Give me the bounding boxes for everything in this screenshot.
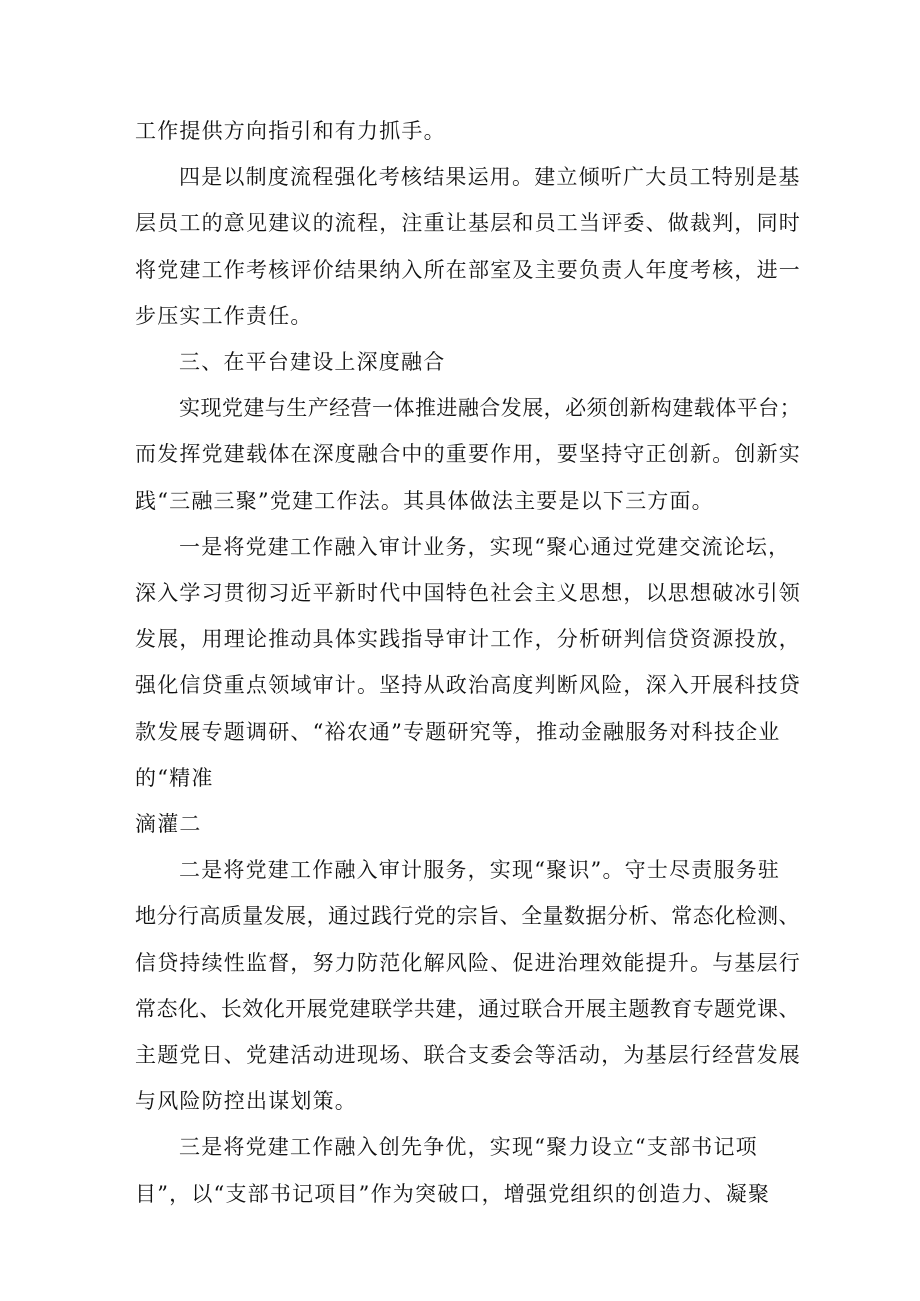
text-line: 目”，以“支部书记项目”作为突破口，增强党组织的创造力、凝聚 <box>135 1181 771 1206</box>
section-heading <box>135 339 805 385</box>
text-line: 滴灌二 <box>135 812 202 837</box>
paragraph-4 <box>135 524 805 801</box>
text-line: 实现党建与生产经营一体推进融合发展，必须创新构建载体平台； <box>179 396 802 421</box>
text-line: 主题党日、党建活动进现场、联合支委会等活动，为基层行经营发展 <box>135 1043 801 1068</box>
text-line: 四是以制度流程强化考核结果运用。建立倾听广大员工特别是基 <box>179 165 801 190</box>
text-line: 三、在平台建设上深度融合 <box>179 350 446 375</box>
text-line: 发展，用理论推动具体实践指导审计工作，分析研判信贷资源投放， <box>135 627 801 652</box>
text-line: 践“三融三聚”党建工作法。其具体做法主要是以下三方面。 <box>135 488 714 513</box>
text-line: 步压实工作责任。 <box>135 303 313 328</box>
paragraph-5 <box>135 801 805 847</box>
paragraph-3 <box>135 385 805 524</box>
text-line: 层员工的意见建议的流程，注重让基层和员工当评委、做裁判，同时 <box>135 211 801 236</box>
text-line: 强化信贷重点领域审计。坚持从政治高度判断风险，深入开展科技贷 <box>135 673 801 698</box>
text-line: 信贷持续性监督，努力防范化解风险、促进治理效能提升。与基层行 <box>135 950 801 975</box>
paragraph-0 <box>135 108 805 154</box>
text-line: 的“精准 <box>135 765 214 790</box>
document-body <box>135 108 805 1217</box>
text-line: 三是将党建工作融入创先争优，实现“聚力设立“支部书记项 <box>179 1135 758 1160</box>
paragraph-1 <box>135 154 805 339</box>
text-line: 款发展专题调研、“裕农通”专题研究等，推动金融服务对科技企业 <box>135 719 781 744</box>
text-line: 常态化、长效化开展党建联学共建，通过联合开展主题教育专题党课、 <box>135 996 800 1021</box>
text-line: 地分行高质量发展，通过践行党的宗旨、全量数据分析、常态化检测、 <box>135 904 800 929</box>
paragraph-6 <box>135 847 805 1124</box>
text-line: 工作提供方向指引和有力抓手。 <box>135 119 446 143</box>
text-line: 深入学习贯彻习近平新时代中国特色社会主义思想，以思想破冰引领 <box>135 581 801 606</box>
text-line: 与风险防控出谋划策。 <box>135 1089 357 1114</box>
paragraph-7 <box>135 1124 805 1216</box>
text-line: 二是将党建工作融入审计服务，实现“聚识”。守士尽责服务驻 <box>179 858 781 883</box>
text-line: 而发挥党建载体在深度融合中的重要作用，要坚持守正创新。创新实 <box>135 442 801 467</box>
text-line: 一是将党建工作融入审计业务，实现“聚心通过党建交流论坛， <box>179 534 791 559</box>
text-line: 将党建工作考核评价结果纳入所在部室及主要负责人年度考核，进一 <box>135 257 801 282</box>
